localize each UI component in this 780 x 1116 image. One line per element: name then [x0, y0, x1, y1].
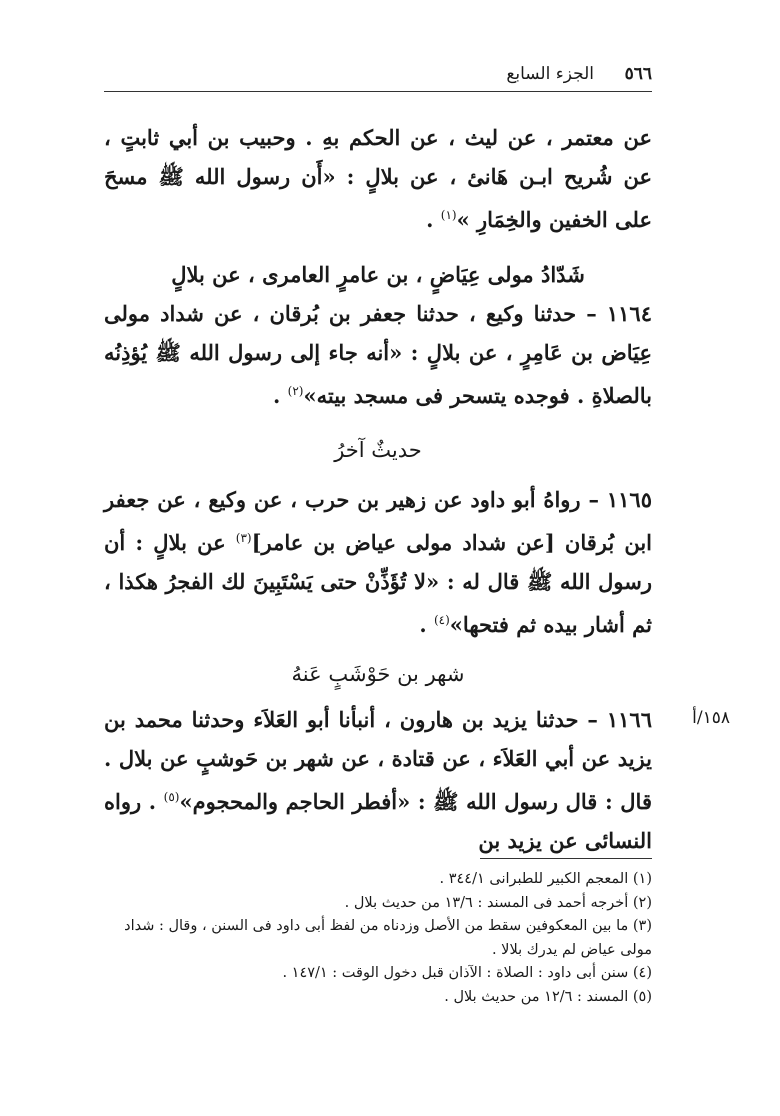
section-heading-shahr: شهر بن حَوْشَبٍ عَنهُ	[291, 662, 465, 686]
section-heading-another-hadith: حديثٌ آخرُ	[334, 438, 422, 462]
hadith-1166	[104, 700, 652, 860]
footnote-2: (٢) أخرجه أحمد فى المسند : ١٣/٦ من حديث بلال .	[344, 894, 652, 911]
paragraph-end: .	[426, 207, 441, 232]
hadith-end: .	[419, 612, 434, 637]
hadith-text-a: – رواهُ أبو داود عن زهير بن حرب ، عن وكيع ، عن جعفر ابن بُرقان [عن شداد مولى عياض بن عامر]	[104, 487, 652, 555]
paragraph-text: عن معتمر ، عن ليث ، عن الحكم بهِ . وحبيب بن أبي ثابتٍ ، عن شُريح ابـن هَانئ ، عن بلالٍ : «أَن رسول الله ﷺ مسحَ على الخفين والخِمَارِ »	[104, 125, 652, 232]
hadith-1165	[104, 480, 652, 644]
footnote-ref-4: (٤)	[433, 613, 450, 627]
footnote-ref-2: (٢)	[287, 384, 304, 398]
hadith-text-b: عن بلالٍ : أن رسول الله ﷺ قال له : «لا تُؤَذِّنْ حتى يَسْتَبِينَ لك الفجرُ هكذا ، ثم أشار بيده ثم فتحها»	[104, 530, 652, 637]
footnote-ref-5: (٥)	[163, 790, 180, 804]
footnote-3: (٣) ما بين المعكوفين سقط من الأصل وزدناه من لفظ أبى داود فى السنن ، وقال : شداد مولى عياض لم يدرك بلالا .	[124, 918, 652, 958]
footnote-1: (١) المعجم الكبير للطبرانى ٣٤٤/١ .	[439, 871, 652, 887]
section-heading-shaddad: شَدّادُ مولى عِيَاضٍ ، بن عامرٍ العامرى ، عن بلالٍ	[171, 262, 585, 287]
footnote-ref-1: (١)	[440, 208, 457, 222]
hadith-end: .	[273, 383, 288, 408]
footnote-5: (٥) المسند : ١٢/٦ من حديث بلال .	[444, 988, 652, 1005]
footnotes	[104, 868, 652, 1009]
hadith-text: – حدثنا وكيع ، حدثنا جعفر بن بُرقان ، عن شداد مولى عِيَاض بن عَامِرٍ ، عن بلالٍ : «أنه جاء إلى رسول الله ﷺ يُؤذِنُه بالصلاةِ . فوجده يتسحر فى مسجد بيته»	[104, 301, 652, 408]
hadith-1164	[104, 294, 652, 415]
part-title: الجزء السابع	[506, 64, 594, 84]
footnote-ref-3: (٣)	[235, 531, 252, 545]
header-rule	[104, 91, 652, 92]
hadith-number: ١١٦٥	[606, 487, 652, 512]
paragraph-continued	[104, 118, 652, 239]
footnote-rule	[480, 858, 652, 859]
footnote-4: (٤) سنن أبى داود : الصلاة : الآذان قبل دخول الوقت : ١٤٧/١ .	[282, 965, 652, 981]
manuscript-folio-note: ١٥٨/أ	[692, 708, 730, 728]
page-number: ٥٦٦	[624, 64, 652, 84]
hadith-text-b: . رواه النسائى عن يزيد بن	[104, 789, 652, 853]
hadith-number: ١١٦٤	[606, 301, 652, 326]
hadith-number: ١١٦٦	[606, 707, 652, 732]
running-header	[104, 62, 652, 90]
hadith-text-a: – حدثنا يزيد بن هارون ، أنبأنا أبو العَلاَء وحدثنا محمد بن يزيد عن أبي العَلاَء ، عن قتادة ، عن شهر بن حَوشبٍ عن بلال . قال : قال رسول الله ﷺ : «أفطر الحاجم والمحجوم»	[104, 707, 652, 814]
